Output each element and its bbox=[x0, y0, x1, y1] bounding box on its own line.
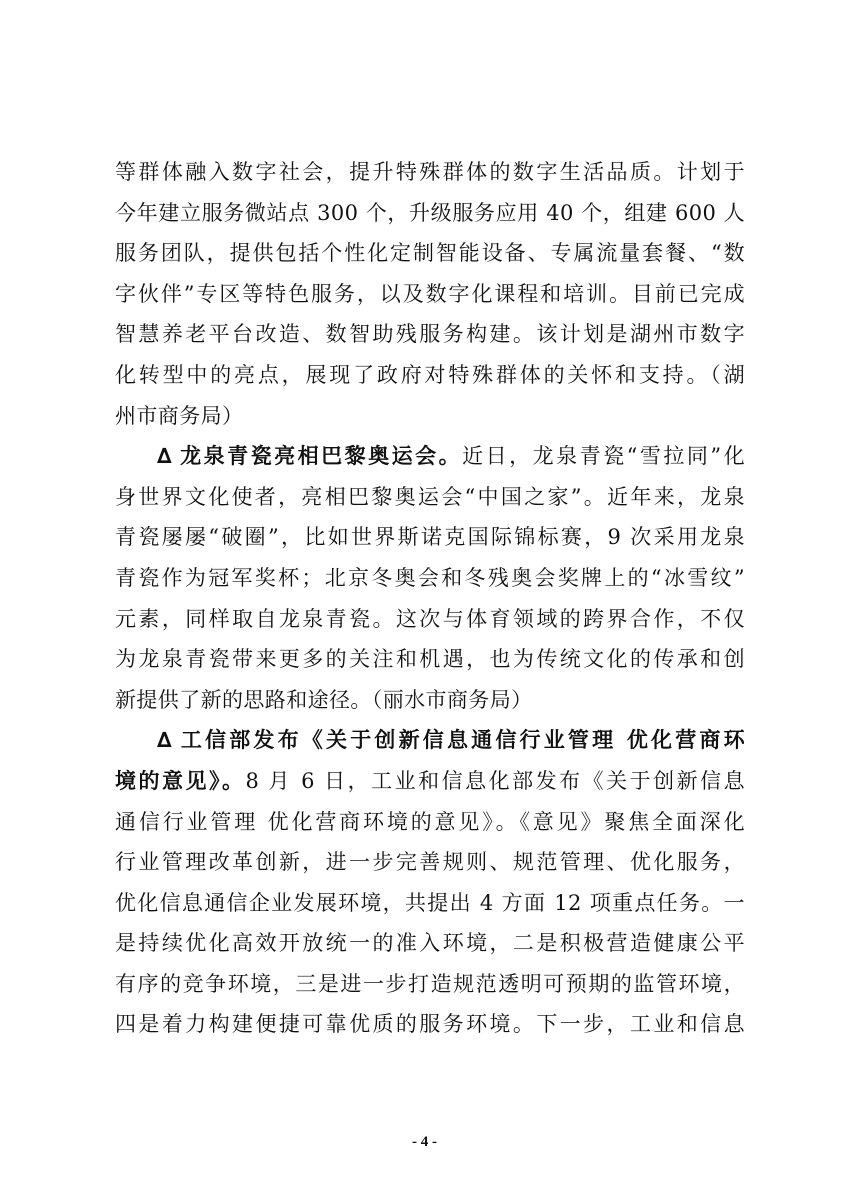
text-line: 化转型中的亮点，展现了政府对特殊群体的关怀和支持。（湖 bbox=[115, 362, 745, 387]
paragraph-first-line bbox=[115, 436, 745, 477]
text-line: 身世界文化使者，亮相巴黎奥运会“中国之家”。近年来，龙泉 bbox=[115, 484, 745, 509]
text-line: 元素，同样取自龙泉青瓷。这次与体育领域的跨界合作，不仅 bbox=[115, 606, 745, 631]
text-run: 近日，龙泉青瓷“雪拉同”化 bbox=[462, 444, 745, 469]
text-line: 今年建立服务微站点 300 个，升级服务应用 40 个，组建 600 人 bbox=[115, 200, 745, 225]
text-line: 为龙泉青瓷带来更多的关注和机遇，也为传统文化的传承和创 bbox=[115, 647, 745, 672]
text-line: 通信行业管理 优化营商环境的意见》。《意见》聚焦全面深化 bbox=[115, 809, 745, 834]
text-line: 青瓷屡屡“破圈”，比如世界斯诺克国际锦标赛，9 次采用龙泉 bbox=[115, 525, 745, 550]
paragraph-miit bbox=[115, 720, 745, 1045]
text-run: 8 月 6 日，工业和信息化部发布《关于创新信息 bbox=[245, 768, 745, 793]
text-line: 是持续优化高效开放统一的准入环境，二是积极营造健康公平 bbox=[115, 931, 745, 956]
text-line: 有序的竞争环境，三是进一步打造规范透明可预期的监管环境， bbox=[115, 971, 745, 996]
page-number: - 4 - bbox=[412, 1134, 437, 1150]
text-line: 智慧养老平台改造、数智助残服务构建。该计划是湖州市数字 bbox=[115, 322, 745, 347]
text-line: 四是着力构建便捷可靠优质的服务环境。下一步，工业和信息 bbox=[115, 1012, 745, 1037]
triangle-icon: ∆ bbox=[157, 444, 173, 469]
news-headline: 龙泉青瓷亮相巴黎奥运会。 bbox=[178, 444, 463, 469]
document-body bbox=[115, 152, 745, 1045]
text-line: 等群体融入数字社会，提升特殊群体的数字生活品质。计划于 bbox=[115, 160, 745, 184]
paragraph-huzhou bbox=[115, 152, 745, 436]
triangle-icon: ∆ bbox=[157, 728, 173, 753]
text-line: 新提供了新的思路和途径。（丽水市商务局） bbox=[115, 687, 533, 712]
text-line: 字伙伴”专区等特色服务，以及数字化课程和培训。目前已完成 bbox=[115, 281, 745, 306]
text-line: 州市商务局） bbox=[115, 403, 244, 428]
paragraph-longquan bbox=[115, 436, 745, 720]
text-line bbox=[115, 761, 745, 802]
text-line: 服务团队，提供包括个性化定制智能设备、专属流量套餐、“数 bbox=[115, 241, 745, 266]
news-headline: 工信部发布《关于创新信息通信行业管理 优化营商环 bbox=[178, 728, 745, 753]
paragraph-first-line bbox=[115, 720, 745, 761]
news-headline-continued: 境的意见》。 bbox=[115, 768, 246, 793]
text-line: 青瓷作为冠军奖杯；北京冬奥会和冬残奥会奖牌上的“冰雪纹” bbox=[115, 565, 745, 590]
text-line: 优化信息通信企业发展环境，共提出 4 方面 12 项重点任务。一 bbox=[115, 890, 745, 915]
text-line: 行业管理改革创新，进一步完善规则、规范管理、优化服务， bbox=[115, 850, 745, 875]
